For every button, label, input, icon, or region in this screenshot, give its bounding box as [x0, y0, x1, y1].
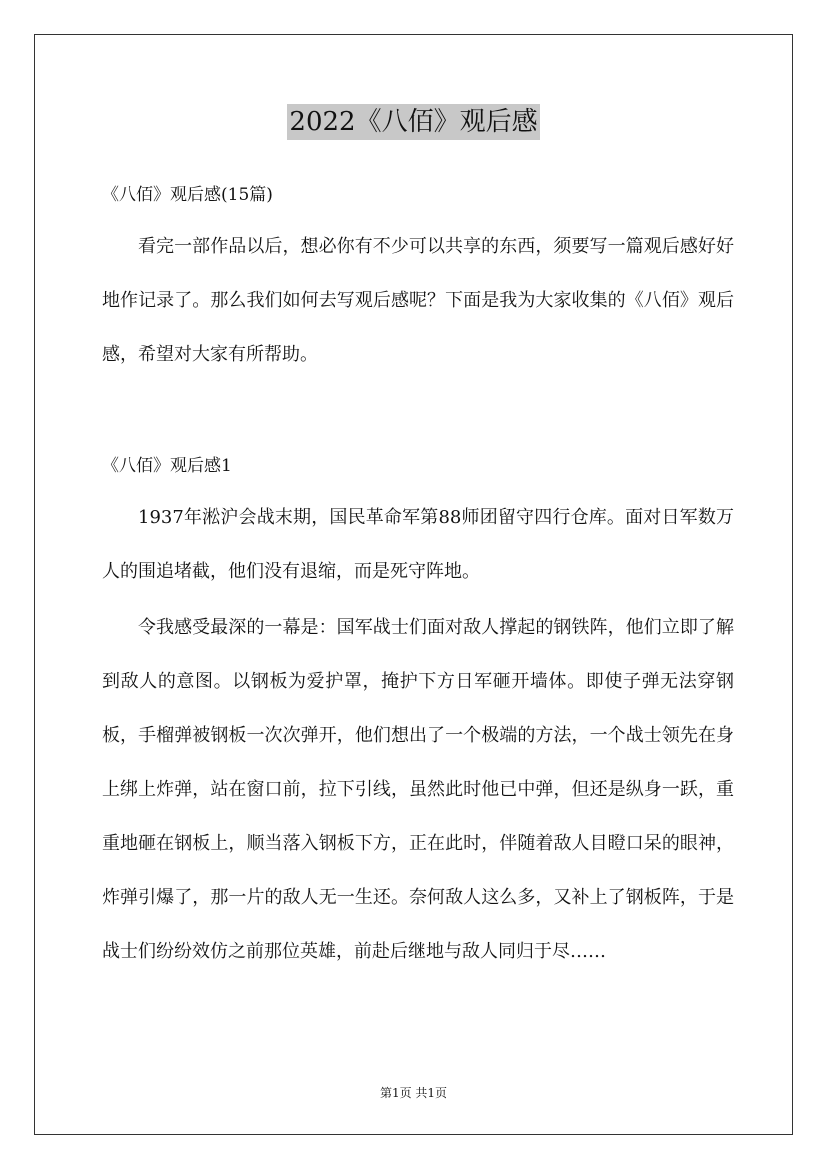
title-container	[0, 104, 827, 140]
section-title: 《八佰》观后感1	[102, 456, 232, 476]
page-footer: 第1页 共1页	[379, 1086, 448, 1100]
body-paragraph-1: 1937年淞沪会战末期，国民革命军第88师团留守四行仓库。面对日军数万人的围追堵截，他们没有退缩，而是死守阵地。	[102, 507, 734, 582]
document-subtitle: 《八佰》观后感(15篇)	[102, 185, 273, 205]
intro-paragraph: 看完一部作品以后，想必你有不少可以共享的东西，须要写一篇观后感好好地作记录了。那么我们如何去写观后感呢？下面是我为大家收集的《八佰》观后感，希望对大家有所帮助。	[102, 236, 734, 365]
document-title: 2022《八佰》观后感	[287, 104, 539, 140]
body-paragraph-2: 令我感受最深的一幕是：国军战士们面对敌人撑起的钢铁阵，他们立即了解到敌人的意图。以钢板为爱护罩，掩护下方日军砸开墙体。即使子弹无法穿钢板，手榴弹被钢板一次次弹开，他们想出了一个极端的方法，一个战士领先在身上绑上炸弹，站在窗口前，拉下引线，虽然此时他已中弹，但还是纵身一跃，重重地砸在钢板上，顺当落入钢板下方，正在此时，伴随着敌人目瞪口呆的眼神，炸弹引爆了，那一片的敌人无一生还。奈何敌人这么多，又补上了钢板阵，于是战士们纷纷效仿之前那位英雄，前赴后继地与敌人同归于尽……	[102, 617, 734, 962]
